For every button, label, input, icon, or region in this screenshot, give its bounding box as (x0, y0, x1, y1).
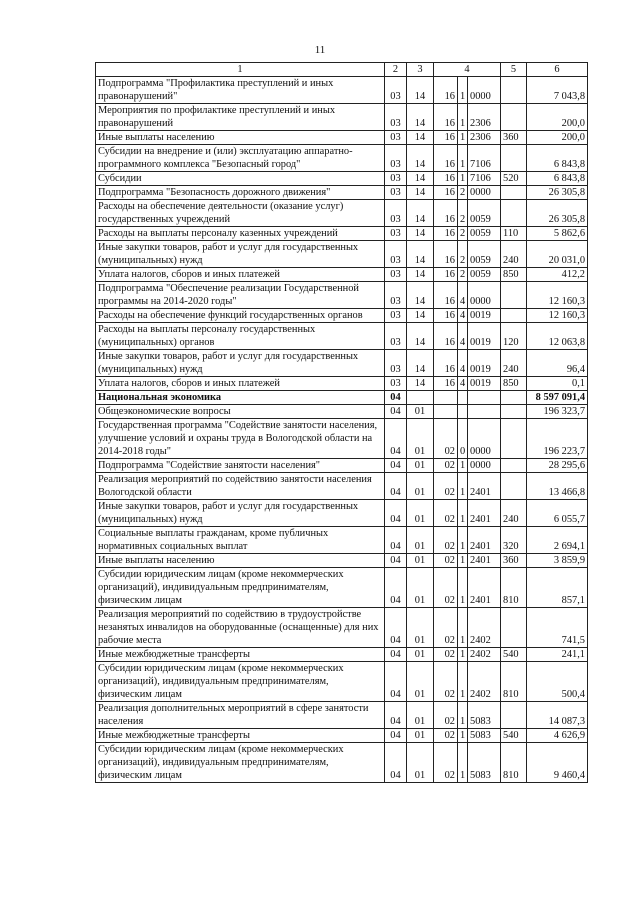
row-direction-code: 2402 (468, 648, 501, 662)
row-subprogram-code: 2 (458, 241, 468, 268)
row-expense-type: 110 (501, 227, 527, 241)
row-program-code: 02 (434, 662, 458, 702)
row-amount: 2 694,1 (527, 527, 588, 554)
table-row (96, 268, 588, 282)
row-subsection: 14 (407, 200, 434, 227)
table-row (96, 459, 588, 473)
row-direction-code: 0019 (468, 309, 501, 323)
row-amount: 8 597 091,4 (527, 391, 588, 405)
table-row (96, 500, 588, 527)
page-number: 11 (314, 44, 326, 56)
table-row (96, 227, 588, 241)
row-name: Субсидии юридическим лицам (кроме некоммерческих организаций), индивидуальным предпринимателям, физическим лицам (96, 568, 385, 608)
row-direction-code: 2306 (468, 104, 501, 131)
header-col-5: 5 (501, 63, 527, 77)
row-direction-code: 2401 (468, 473, 501, 500)
row-section: 03 (385, 282, 407, 309)
row-amount: 26 305,8 (527, 186, 588, 200)
row-program-code: 02 (434, 473, 458, 500)
row-subprogram-code: 1 (458, 729, 468, 743)
row-direction-code: 5083 (468, 729, 501, 743)
row-subprogram-code: 1 (458, 473, 468, 500)
row-direction-code: 5083 (468, 702, 501, 729)
row-subprogram-code: 2 (458, 227, 468, 241)
row-program-code: 16 (434, 77, 458, 104)
row-subprogram-code: 4 (458, 282, 468, 309)
row-expense-type (501, 702, 527, 729)
row-subsection: 01 (407, 568, 434, 608)
row-program-code: 02 (434, 459, 458, 473)
row-subprogram-code: 1 (458, 145, 468, 172)
row-direction-code: 0019 (468, 377, 501, 391)
row-expense-type (501, 419, 527, 459)
header-col-6: 6 (527, 63, 588, 77)
row-amount: 0,1 (527, 377, 588, 391)
row-name: Иные выплаты населению (96, 554, 385, 568)
table-row (96, 729, 588, 743)
row-section: 03 (385, 172, 407, 186)
row-subsection: 14 (407, 241, 434, 268)
row-program-code: 16 (434, 377, 458, 391)
row-expense-type (501, 608, 527, 648)
table-row (96, 391, 588, 405)
row-amount: 741,5 (527, 608, 588, 648)
row-expense-type: 360 (501, 554, 527, 568)
row-amount: 96,4 (527, 350, 588, 377)
row-direction-code: 5083 (468, 743, 501, 783)
row-subsection: 01 (407, 702, 434, 729)
row-name: Подпрограмма "Безопасность дорожного движения" (96, 186, 385, 200)
table-row (96, 200, 588, 227)
row-amount: 13 466,8 (527, 473, 588, 500)
table-row (96, 186, 588, 200)
row-section: 04 (385, 527, 407, 554)
row-section: 04 (385, 473, 407, 500)
row-amount: 12 160,3 (527, 282, 588, 309)
table-row (96, 662, 588, 702)
row-program-code: 02 (434, 527, 458, 554)
row-expense-type: 320 (501, 527, 527, 554)
row-direction-code: 2401 (468, 568, 501, 608)
row-section: 04 (385, 648, 407, 662)
table-row (96, 554, 588, 568)
row-program-code: 16 (434, 104, 458, 131)
row-subsection: 01 (407, 473, 434, 500)
table-row (96, 131, 588, 145)
row-subprogram-code: 4 (458, 323, 468, 350)
row-direction-code (468, 405, 501, 419)
table-body (96, 77, 588, 783)
row-subprogram-code: 4 (458, 309, 468, 323)
header-col-3: 3 (407, 63, 434, 77)
row-name: Подпрограмма "Содействие занятости населения" (96, 459, 385, 473)
row-subprogram-code: 1 (458, 172, 468, 186)
row-direction-code: 2401 (468, 554, 501, 568)
table-row (96, 104, 588, 131)
row-program-code: 16 (434, 200, 458, 227)
row-subsection: 14 (407, 145, 434, 172)
row-expense-type: 520 (501, 172, 527, 186)
row-subsection: 14 (407, 172, 434, 186)
row-subprogram-code: 4 (458, 377, 468, 391)
row-direction-code: 2402 (468, 608, 501, 648)
row-name: Государственная программа "Содействие занятости населения, улучшение условий и охраны труда в Вологодской области на 2014-2018 годы" (96, 419, 385, 459)
row-expense-type (501, 186, 527, 200)
table-row (96, 608, 588, 648)
row-subsection: 14 (407, 77, 434, 104)
row-subprogram-code: 2 (458, 200, 468, 227)
budget-table (95, 62, 588, 783)
row-program-code: 02 (434, 648, 458, 662)
row-expense-type (501, 473, 527, 500)
row-subprogram-code: 1 (458, 500, 468, 527)
row-amount: 12 063,8 (527, 323, 588, 350)
row-subsection: 14 (407, 186, 434, 200)
row-name: Уплата налогов, сборов и иных платежей (96, 377, 385, 391)
row-amount: 7 043,8 (527, 77, 588, 104)
row-amount: 20 031,0 (527, 241, 588, 268)
row-expense-type (501, 282, 527, 309)
row-name: Уплата налогов, сборов и иных платежей (96, 268, 385, 282)
row-amount: 241,1 (527, 648, 588, 662)
row-amount: 3 859,9 (527, 554, 588, 568)
row-program-code: 16 (434, 309, 458, 323)
row-expense-type (501, 145, 527, 172)
table-row (96, 648, 588, 662)
table-row (96, 527, 588, 554)
row-amount: 196 323,7 (527, 405, 588, 419)
row-name: Субсидии юридическим лицам (кроме некоммерческих организаций), индивидуальным предпринимателям, физическим лицам (96, 743, 385, 783)
row-name: Иные закупки товаров, работ и услуг для государственных (муниципальных) нужд (96, 500, 385, 527)
row-name: Подпрограмма "Обеспечение реализации Государственной программы на 2014-2020 годы" (96, 282, 385, 309)
row-section: 04 (385, 662, 407, 702)
row-amount: 196 223,7 (527, 419, 588, 459)
row-section: 03 (385, 377, 407, 391)
row-subsection: 14 (407, 282, 434, 309)
row-expense-type: 850 (501, 268, 527, 282)
row-amount: 14 087,3 (527, 702, 588, 729)
header-col-4: 4 (434, 63, 501, 77)
row-subprogram-code: 1 (458, 702, 468, 729)
row-name: Иные межбюджетные трансферты (96, 648, 385, 662)
row-direction-code: 2402 (468, 662, 501, 702)
row-program-code: 02 (434, 743, 458, 783)
row-amount: 5 862,6 (527, 227, 588, 241)
row-name: Реализация мероприятий по содействию в трудоустройстве незанятых инвалидов на оборудованные (оснащенные) для них рабочие места (96, 608, 385, 648)
row-direction-code: 2401 (468, 527, 501, 554)
row-program-code: 16 (434, 186, 458, 200)
row-subsection: 14 (407, 268, 434, 282)
row-program-code: 16 (434, 268, 458, 282)
table-row (96, 702, 588, 729)
row-section: 03 (385, 227, 407, 241)
row-expense-type: 540 (501, 729, 527, 743)
row-subprogram-code: 1 (458, 527, 468, 554)
row-program-code: 02 (434, 554, 458, 568)
row-subsection: 01 (407, 608, 434, 648)
row-expense-type (501, 459, 527, 473)
row-direction-code: 2401 (468, 500, 501, 527)
row-name: Подпрограмма "Профилактика преступлений и иных правонарушений" (96, 77, 385, 104)
row-section: 04 (385, 702, 407, 729)
table-row (96, 145, 588, 172)
row-amount: 6 843,8 (527, 145, 588, 172)
row-section: 03 (385, 309, 407, 323)
row-subprogram-code: 1 (458, 104, 468, 131)
row-name: Иные закупки товаров, работ и услуг для государственных (муниципальных) нужд (96, 241, 385, 268)
table-row (96, 282, 588, 309)
row-name: Социальные выплаты гражданам, кроме публичных нормативных социальных выплат (96, 527, 385, 554)
row-subsection: 14 (407, 104, 434, 131)
row-subprogram-code: 1 (458, 648, 468, 662)
row-section: 04 (385, 419, 407, 459)
row-section: 04 (385, 554, 407, 568)
row-program-code: 02 (434, 500, 458, 527)
row-section: 04 (385, 568, 407, 608)
row-subprogram-code: 2 (458, 186, 468, 200)
row-subprogram-code: 0 (458, 419, 468, 459)
row-name: Иные межбюджетные трансферты (96, 729, 385, 743)
row-expense-type (501, 77, 527, 104)
row-expense-type (501, 405, 527, 419)
row-subprogram-code: 4 (458, 350, 468, 377)
row-program-code (434, 405, 458, 419)
row-program-code: 02 (434, 702, 458, 729)
row-name: Общеэкономические вопросы (96, 405, 385, 419)
row-name: Субсидии юридическим лицам (кроме некоммерческих организаций), индивидуальным предпринимателям, физическим лицам (96, 662, 385, 702)
row-direction-code: 0019 (468, 323, 501, 350)
row-name: Иные закупки товаров, работ и услуг для государственных (муниципальных) нужд (96, 350, 385, 377)
row-name: Национальная экономика (96, 391, 385, 405)
row-section: 03 (385, 145, 407, 172)
row-subprogram-code: 1 (458, 608, 468, 648)
row-name: Субсидии на внедрение и (или) эксплуатацию аппаратно-программного комплекса "Безопасный город" (96, 145, 385, 172)
table-row (96, 172, 588, 186)
table-row (96, 377, 588, 391)
table-row (96, 419, 588, 459)
row-direction-code: 0059 (468, 227, 501, 241)
row-program-code: 02 (434, 608, 458, 648)
row-name: Реализация мероприятий по содействию занятости населения Вологодской области (96, 473, 385, 500)
row-subprogram-code: 1 (458, 554, 468, 568)
row-amount: 200,0 (527, 131, 588, 145)
row-section: 04 (385, 405, 407, 419)
row-subprogram-code: 1 (458, 743, 468, 783)
row-program-code: 02 (434, 419, 458, 459)
row-subsection: 01 (407, 459, 434, 473)
row-name: Субсидии (96, 172, 385, 186)
row-direction-code: 0000 (468, 186, 501, 200)
row-subprogram-code: 1 (458, 77, 468, 104)
row-name: Мероприятия по профилактике преступлений и иных правонарушений (96, 104, 385, 131)
row-name: Расходы на выплаты персоналу казенных учреждений (96, 227, 385, 241)
row-section: 03 (385, 186, 407, 200)
row-name: Реализация дополнительных мероприятий в сфере занятости населения (96, 702, 385, 729)
table-row (96, 77, 588, 104)
row-subsection: 01 (407, 405, 434, 419)
header-col-2: 2 (385, 63, 407, 77)
row-subprogram-code: 1 (458, 131, 468, 145)
row-expense-type (501, 309, 527, 323)
row-subsection: 01 (407, 648, 434, 662)
row-section: 03 (385, 241, 407, 268)
row-direction-code: 7106 (468, 172, 501, 186)
row-direction-code: 2306 (468, 131, 501, 145)
row-section: 03 (385, 131, 407, 145)
table-row (96, 568, 588, 608)
row-subprogram-code (458, 405, 468, 419)
row-subprogram-code: 1 (458, 568, 468, 608)
row-subsection (407, 391, 434, 405)
row-expense-type: 540 (501, 648, 527, 662)
row-program-code: 16 (434, 145, 458, 172)
row-amount: 412,2 (527, 268, 588, 282)
row-subsection: 14 (407, 131, 434, 145)
row-subsection: 14 (407, 309, 434, 323)
row-expense-type: 810 (501, 743, 527, 783)
row-direction-code: 0000 (468, 77, 501, 104)
row-expense-type: 810 (501, 568, 527, 608)
row-section: 04 (385, 391, 407, 405)
row-direction-code: 0000 (468, 419, 501, 459)
row-subsection: 01 (407, 419, 434, 459)
row-subsection: 14 (407, 377, 434, 391)
row-direction-code: 0059 (468, 268, 501, 282)
row-amount: 500,4 (527, 662, 588, 702)
row-program-code: 16 (434, 282, 458, 309)
row-subsection: 14 (407, 350, 434, 377)
table-row (96, 405, 588, 419)
row-subsection: 01 (407, 500, 434, 527)
header-row (96, 63, 588, 77)
row-expense-type: 360 (501, 131, 527, 145)
row-subsection: 14 (407, 323, 434, 350)
row-expense-type (501, 104, 527, 131)
row-section: 03 (385, 350, 407, 377)
row-program-code: 16 (434, 227, 458, 241)
row-amount: 26 305,8 (527, 200, 588, 227)
row-program-code: 16 (434, 323, 458, 350)
row-amount: 28 295,6 (527, 459, 588, 473)
row-section: 04 (385, 500, 407, 527)
row-amount: 200,0 (527, 104, 588, 131)
row-expense-type (501, 200, 527, 227)
row-expense-type: 120 (501, 323, 527, 350)
row-section: 03 (385, 323, 407, 350)
row-direction-code: 7106 (468, 145, 501, 172)
table-row (96, 323, 588, 350)
row-subprogram-code (458, 391, 468, 405)
row-expense-type: 850 (501, 377, 527, 391)
row-program-code: 16 (434, 350, 458, 377)
row-amount: 6 843,8 (527, 172, 588, 186)
row-section: 04 (385, 459, 407, 473)
row-subsection: 01 (407, 662, 434, 702)
row-subprogram-code: 2 (458, 268, 468, 282)
row-section: 03 (385, 77, 407, 104)
row-direction-code: 0019 (468, 350, 501, 377)
row-expense-type (501, 391, 527, 405)
row-program-code: 16 (434, 172, 458, 186)
row-subprogram-code: 1 (458, 662, 468, 702)
row-section: 04 (385, 729, 407, 743)
row-name: Иные выплаты населению (96, 131, 385, 145)
row-direction-code: 0059 (468, 200, 501, 227)
table-row (96, 743, 588, 783)
row-subsection: 01 (407, 729, 434, 743)
row-section: 03 (385, 268, 407, 282)
row-program-code: 02 (434, 729, 458, 743)
row-expense-type: 240 (501, 500, 527, 527)
row-program-code: 16 (434, 131, 458, 145)
row-program-code: 02 (434, 568, 458, 608)
table-row (96, 473, 588, 500)
row-amount: 857,1 (527, 568, 588, 608)
row-direction-code: 0059 (468, 241, 501, 268)
row-subsection: 01 (407, 743, 434, 783)
row-subsection: 14 (407, 227, 434, 241)
row-program-code (434, 391, 458, 405)
row-direction-code: 0000 (468, 459, 501, 473)
row-section: 03 (385, 200, 407, 227)
row-subsection: 01 (407, 554, 434, 568)
row-name: Расходы на обеспечение деятельности (оказание услуг) государственных учреждений (96, 200, 385, 227)
row-amount: 6 055,7 (527, 500, 588, 527)
row-amount: 12 160,3 (527, 309, 588, 323)
header-col-1: 1 (96, 63, 385, 77)
row-section: 04 (385, 743, 407, 783)
row-program-code: 16 (434, 241, 458, 268)
table-row (96, 241, 588, 268)
row-amount: 4 626,9 (527, 729, 588, 743)
table-row (96, 350, 588, 377)
row-name: Расходы на выплаты персоналу государственных (муниципальных) органов (96, 323, 385, 350)
row-direction-code (468, 391, 501, 405)
row-expense-type: 240 (501, 241, 527, 268)
row-expense-type: 810 (501, 662, 527, 702)
row-section: 04 (385, 608, 407, 648)
row-section: 03 (385, 104, 407, 131)
row-amount: 9 460,4 (527, 743, 588, 783)
row-subsection: 01 (407, 527, 434, 554)
row-direction-code: 0000 (468, 282, 501, 309)
row-subprogram-code: 1 (458, 459, 468, 473)
table-row (96, 309, 588, 323)
row-name: Расходы на обеспечение функций государственных органов (96, 309, 385, 323)
row-expense-type: 240 (501, 350, 527, 377)
